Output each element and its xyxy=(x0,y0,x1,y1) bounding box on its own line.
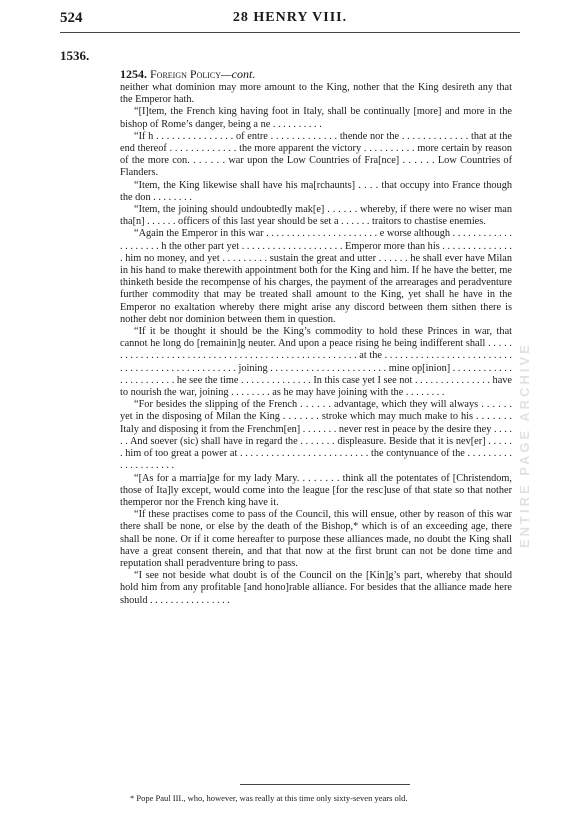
margin-year: 1536. xyxy=(60,48,90,63)
entry-heading xyxy=(120,67,255,82)
footnote: * Pope Paul III., who, however, was really at this time only sixty-seven years old. xyxy=(130,793,408,803)
paragraph-11: “I see not beside what doubt is of the Council on the [Kin]g’s part, whereby that should hold him from any profitable [and hono]rable alliance. For besides that the alliance made here should . . . . . . . . . . . . . . . . xyxy=(120,570,512,606)
paragraph-7: “If it be thought it should be the King’s commodity to hold these Princes in war, that cannot he long do [remainin]g neuter. And upon a peace rising he being indifferent shall . . . . . . . . . . . . . . . . . . . . . . . . . . . . . . . . . . . . . . . . . . . . . . . . . . . at the . . . . . . . . . . . . . . . . . . . . . . . . . . . . . . . . . . . . . . . . . . . . . . . . joining . . . . . . . . . . . . . . . . . . . . . . . mine op[inion] . . . . . . . . . . . . . . . . . . . . . . . he see the time . . . . . . . . . . . . . . In this case yet I see not . . . . . . . . . . . . . . . have to nourish the war, joining . . . . . . . . as he may have joining with the . . . . . . . . xyxy=(120,326,512,399)
document-body xyxy=(120,82,512,607)
paragraph-6: “Again the Emperor in this war . . . . . . . . . . . . . . . . . . . . . . e worse although . . . . . . . . . . . . . . . . . . . . h the other part yet . . . . . . . . . . . . . . . . . . . . Emperor more than his . . . . . . . . . . . . . . . him no money, and yet . . . . . . . . . sustain the great and utter . . . . . . he shall ever have Milan in his hand to make therewith appointment both for the King and him. If he have the better, me thinketh beside the recompense of his charges, the payment of the arrearages and peradventure further commodity that may be treated shall amount to the King, yet shall he have in the Emperor no exaltation whereby there might arise any discord between them sithen there is nother debt nor dominion between them in question. xyxy=(120,228,512,325)
paragraph-2: “[I]tem, the French king having foot in Italy, shall be continually [more] and more in the bishop of Rome’s danger, being a ne . . . . . . . . . . xyxy=(120,106,512,130)
entry-number: 1254. xyxy=(120,67,147,81)
page-number: 524 xyxy=(60,10,83,26)
page-header xyxy=(60,10,520,33)
running-title: 28 HENRY VIII. xyxy=(232,10,348,25)
paragraph-8: “For besides the slipping of the French . . . . . . advantage, which they will always . . . . . . yet in the disposing of Milan the King . . . . . . . stroke which may much make to his . . . . . . . Italy and disposing it from the Frenchm[en] . . . . . . . never rest in peace by the desire they . . . . . . And soever (sic) shall have in regard the . . . . . . . displeasure. Beside that it is nev[er] . . . . . . him of too great a power at . . . . . . . . . . . . . . . . . . . . . . . . . the contynuance of the . . . . . . . . . . . . . . . . . . . . xyxy=(120,399,512,472)
entry-continued: —cont. xyxy=(221,67,256,81)
paragraph-1: neither what dominion may more amount to the King, nother that the King desireth any that the Emperor hath. xyxy=(120,82,512,106)
paragraph-4: “Item, the King likewise shall have his ma[rchaunts] . . . . that occupy into France though the don . . . . . . . . xyxy=(120,179,512,203)
paragraph-10: “If these practises come to pass of the Council, this will ensue, other by reason of this war there shall be none, or else by the death of the Bishop,* which is of an exceeding age, there shall be none. Or if it come hereafter to purpose these alliances made, no doubt the King shall have a great consent therein, and that that now at the first brunt can not be done time and reputation shall peradventure bring to pass. xyxy=(120,509,512,569)
paragraph-5: “Item, the joining should undoubtedly mak[e] . . . . . . whereby, if there were no wiser man tha[n] . . . . . . officers of this last year should be set a . . . . . . traitors to chastise enemies. xyxy=(120,204,512,228)
footnote-divider xyxy=(240,784,410,785)
watermark: ENTIRE PAGE ARCHIVE xyxy=(517,342,532,548)
paragraph-9: “[As for a marria]ge for my lady Mary. . . . . . . . think all the potentates of [Christendom, those of Ita]ly except, would come into the league [for the resc]use of that state so that nother themperor nor the French king have it. xyxy=(120,472,512,508)
entry-topic: Foreign Policy xyxy=(150,67,222,81)
paragraph-3: “If h . . . . . . . . . . . . . . . of entre . . . . . . . . . . . . . thende nor the . . . . . . . . . . . . . that at the end thereof . . . . . . . . . . . . . the more apparent the victory . . . . . . . . . . more certain by reason of the more con. . . . . . . war upon the Low Countries of Fra[nce] . . . . . . Low Countries of Flanders. xyxy=(120,130,512,179)
